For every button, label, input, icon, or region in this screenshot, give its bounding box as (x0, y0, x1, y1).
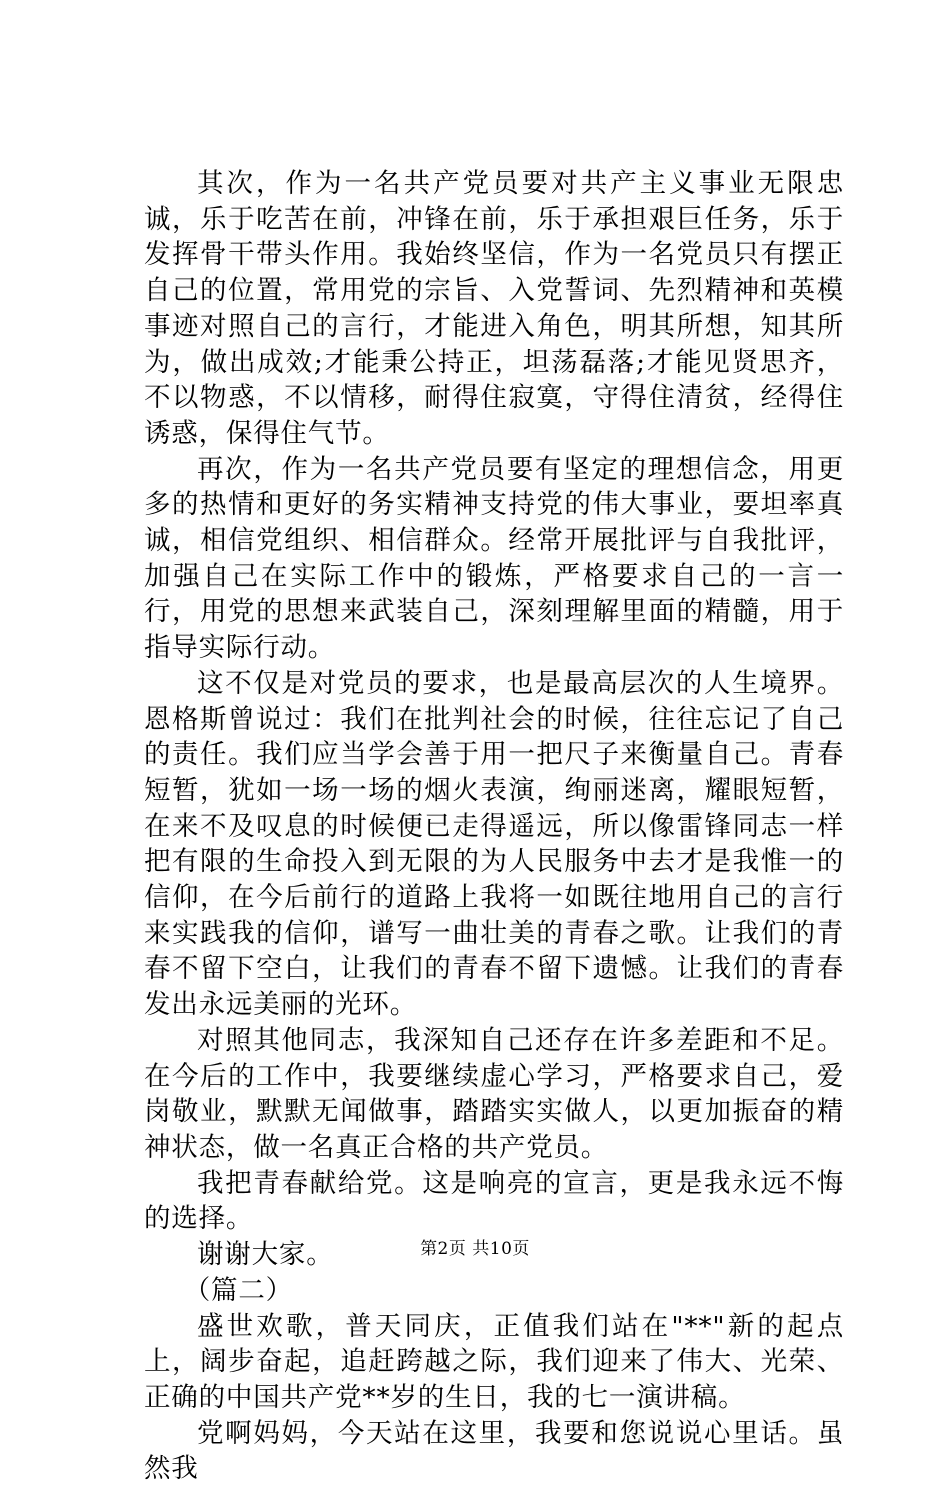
section-title: （篇二） (183, 1274, 293, 1306)
paragraph: 党啊妈妈，今天站在这里，我要和您说说心里话。虽然我 (144, 1417, 844, 1485)
paragraph: 我把青春献给党。这是响亮的宣言，更是我永远不悔的选择。 (144, 1167, 844, 1235)
paragraph: 谢谢大家。 (197, 1239, 334, 1271)
paragraph: 盛世欢歌，普天同庆，正值我们站在"**"新的起点上，阔步奋起，追赶跨越之际，我们迎来了伟大、光荣、正确的中国共产党**岁的生日，我的七一演讲稿。 (144, 1310, 844, 1413)
paragraph: 对照其他同志，我深知自己还存在许多差距和不足。在今后的工作中，我要继续虚心学习，严格要求自己，爱岗敬业，默默无闻做事，踏踏实实做人，以更加振奋的精神状态，做一名真正合格的共产党员。 (144, 1024, 844, 1163)
paragraph: 再次，作为一名共产党员要有坚定的理想信念，用更多的热情和更好的务实精神支持党的伟大事业，要坦率真诚，相信党组织、相信群众。经常开展批评与自我批评，加强自己在实际工作中的锻炼，严格要求自己的一言一行，用党的思想来武装自己，深刻理解里面的精髓，用于指导实际行动。 (144, 453, 844, 664)
page-number-footer: 第2页 共10页 (420, 1239, 530, 1259)
paragraph: 其次，作为一名共产党员要对共产主义事业无限忠诚，乐于吃苦在前，冲锋在前，乐于承担艰巨任务，乐于发挥骨干带头作用。我始终坚信，作为一名党员只有摆正自己的位置，常用党的宗旨、入党誓词、先烈精神和英模事迹对照自己的言行，才能进入角色，明其所想，知其所为，做出成效;才能秉公持正，坦荡磊落;才能见贤思齐，不以物惑，不以情移，耐得住寂寞，守得住清贫，经得住诱惑，保得住气节。 (144, 168, 844, 449)
document-body (144, 166, 844, 1487)
paragraph: 这不仅是对党员的要求，也是最高层次的人生境界。恩格斯曾说过：我们在批判社会的时候，往往忘记了自己的责任。我们应当学会善于用一把尺子来衡量自己。青春短暂，犹如一场一场的烟火表演，绚丽迷离，耀眼短暂，在来不及叹息的时候便已走得遥远，所以像雷锋同志一样把有限的生命投入到无限的为人民服务中去才是我惟一的信仰，在今后前行的道路上我将一如既往地用自己的言行来实践我的信仰，谱写一曲壮美的青春之歌。让我们的青春不留下空白，让我们的青春不留下遗憾。让我们的青春发出永远美丽的光环。 (144, 667, 844, 1021)
